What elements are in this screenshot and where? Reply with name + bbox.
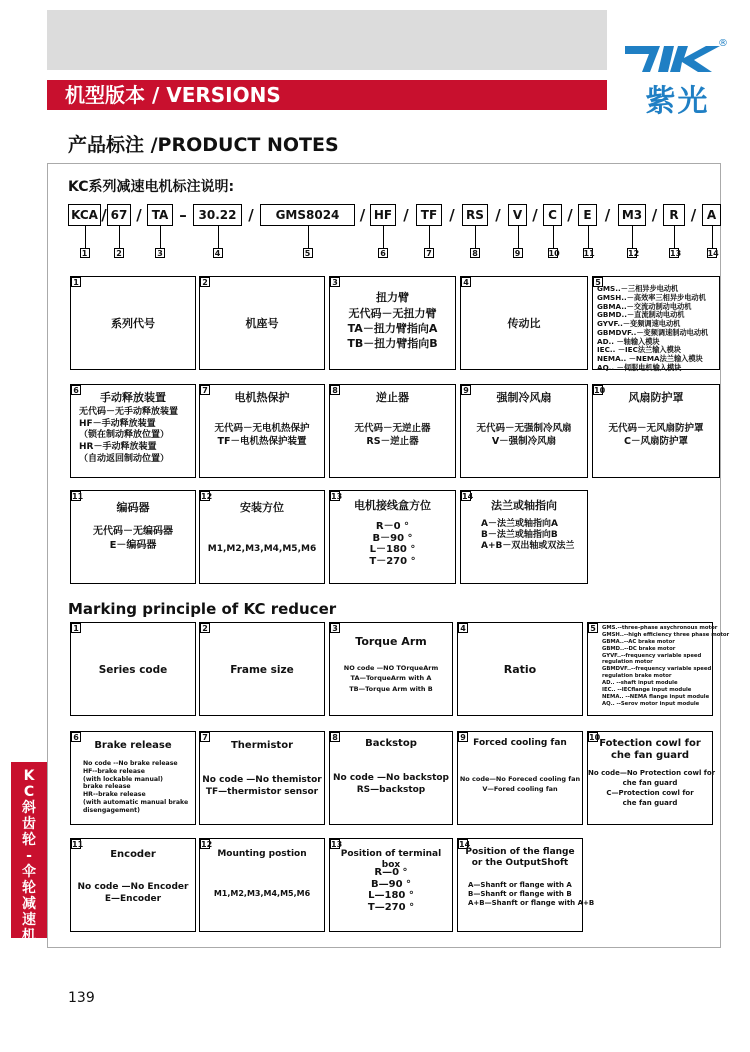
model-code-segment: R xyxy=(663,204,685,226)
cell-line: NO code —NO TOrqueArm xyxy=(343,664,439,672)
connector-line xyxy=(308,226,309,248)
note-cell-11 xyxy=(70,490,196,584)
cell-line: R－0 ° xyxy=(375,521,410,532)
cell-lines xyxy=(71,881,195,905)
cell-line: TA—TorqueArm with A xyxy=(350,674,432,683)
model-code-index: 12 xyxy=(628,249,640,258)
cell-number: 13 xyxy=(331,840,343,849)
cell-lines xyxy=(71,525,195,552)
cell-number: 3 xyxy=(330,623,340,633)
cell-line: T－270 ° xyxy=(369,555,416,567)
product-notes-title: 产品标注 /PRODUCT NOTES xyxy=(68,134,339,156)
cell-number: 5 xyxy=(593,277,603,287)
cell-lines xyxy=(458,774,582,795)
cell-line: 无代码－无编码器 xyxy=(93,526,173,537)
cell-lines xyxy=(330,663,452,694)
cell-line: GBMDVF..－变频调速制动电动机 xyxy=(597,327,709,337)
note-cell-11 xyxy=(70,838,196,932)
cell-line: Frame size xyxy=(230,664,294,676)
cell-number: 7 xyxy=(200,732,210,742)
cell-number: 8 xyxy=(330,385,340,395)
model-code-index: 4 xyxy=(213,248,223,258)
model-code-index: 3 xyxy=(155,248,165,258)
brand-name-cn: 紫光 xyxy=(645,84,710,119)
model-code-index: 14 xyxy=(707,249,719,258)
cell-lines xyxy=(458,881,595,908)
cell-line: NEMA.. --NEMA flange input module xyxy=(602,693,710,700)
cell-number: 6 xyxy=(71,732,81,742)
cell-line: TB－扭力臂指向B xyxy=(347,336,438,350)
cell-lines xyxy=(330,423,455,449)
cell-line: AD.. --shaft input module xyxy=(602,680,678,686)
side-tab-char: 齿 xyxy=(22,816,36,832)
model-code-segment: 67 xyxy=(107,204,131,226)
code-separator: / xyxy=(359,206,366,224)
cell-number: 12 xyxy=(201,492,213,501)
cell-line: Ratio xyxy=(503,663,537,676)
connector-line xyxy=(119,226,120,248)
cell-title: 扭力臂 xyxy=(376,291,409,304)
cell-line: L—180 ° xyxy=(368,890,414,901)
model-code-segment: TF xyxy=(416,204,442,226)
cell-line: （自动返回制动位置） xyxy=(79,453,170,464)
model-code-segment: M3 xyxy=(618,204,646,226)
cell-lines xyxy=(330,867,452,913)
cell-line: che fan guard xyxy=(622,799,678,808)
cell-line: B－90 ° xyxy=(372,532,413,544)
model-code-index: 2 xyxy=(114,248,124,258)
cell-line: 系列代号 xyxy=(111,317,155,330)
cell-line: GBMD..--DC brake motor xyxy=(602,645,676,652)
code-separator: / xyxy=(248,206,254,224)
connector-line xyxy=(712,226,713,248)
model-code-index: 6 xyxy=(378,248,388,258)
cell-line: regulation brake motor xyxy=(602,673,672,680)
cell-lines xyxy=(461,423,587,449)
connector-line xyxy=(429,226,430,248)
cell-lines xyxy=(593,423,719,449)
note-cell-13 xyxy=(329,838,453,932)
model-code-segment: KCA xyxy=(68,204,101,226)
cell-line: 传动比 xyxy=(507,317,541,330)
model-code-segment: 30.22 xyxy=(193,204,242,226)
note-cell-1 xyxy=(70,276,196,370)
cell-title: Position of the flange or the OutputShoft xyxy=(465,847,575,868)
cell-number: 10 xyxy=(594,386,606,395)
cell-title: Brake release xyxy=(94,740,172,751)
note-cell-4 xyxy=(460,276,588,370)
code-separator: / xyxy=(449,206,455,224)
note-cell-14 xyxy=(457,838,595,932)
connector-line xyxy=(160,226,161,248)
cell-line: No code —No backstop xyxy=(332,773,449,783)
connector-line xyxy=(218,226,219,248)
note-cell-9 xyxy=(457,731,583,825)
cell-line: GBMD..－直流制动电动机 xyxy=(597,310,685,320)
model-code-index: 13 xyxy=(670,249,682,258)
cell-line: (with automatic manual brake xyxy=(83,798,189,806)
connector-line xyxy=(674,226,675,248)
cell-title: Fotection cowl for che fan guard xyxy=(599,738,701,761)
code-separator: / xyxy=(532,206,538,224)
model-code-index: 10 xyxy=(548,249,560,258)
cell-number: 12 xyxy=(201,840,213,849)
cell-lines xyxy=(71,760,195,814)
cell-line: regulation motor xyxy=(602,659,653,666)
code-separator: / xyxy=(403,206,409,224)
cell-line: TF－电机热保护装置 xyxy=(217,435,307,447)
side-tab-char: 斜 xyxy=(22,800,36,816)
side-tab-char: - xyxy=(26,848,32,864)
cell-lines xyxy=(458,663,582,678)
cell-title: 逆止器 xyxy=(376,391,409,404)
cell-line: No code —No Encoder xyxy=(77,882,189,892)
cell-lines xyxy=(200,423,324,449)
cell-line: 无代码－无电机热保护 xyxy=(214,423,310,434)
cell-line: A－法兰或轴指向A xyxy=(481,519,558,529)
cell-line: E—Encoder xyxy=(104,894,162,905)
cell-number: 6 xyxy=(71,385,81,395)
cell-title: Position of terminal box xyxy=(340,849,442,870)
cell-line: brake release xyxy=(83,783,131,791)
cell-title: 风扇防护罩 xyxy=(628,391,684,404)
cell-line: GBMA..－交流动制动电动机 xyxy=(597,301,692,311)
side-tab-char: 减 xyxy=(22,896,36,912)
note-cell-5 xyxy=(592,276,720,373)
cell-title: 安装方位 xyxy=(240,501,284,514)
cell-line: GMS.--three-phase asychronous motor xyxy=(602,625,718,631)
side-tab-char: 速 xyxy=(22,912,36,928)
note-cell-1 xyxy=(70,622,196,716)
code-separator: / xyxy=(101,206,107,224)
cell-number: 14 xyxy=(459,840,471,849)
cell-line: C—Protection cowl for xyxy=(606,789,694,798)
connector-line xyxy=(518,226,519,248)
cell-line: GBMDVF..--frequency variable speed xyxy=(602,666,712,673)
code-separator: / xyxy=(690,206,697,224)
top-gray-bar xyxy=(47,10,607,70)
cell-line: (with lockable manual) xyxy=(83,775,163,783)
note-cell-3 xyxy=(329,276,456,370)
cell-number: 2 xyxy=(200,277,210,287)
cell-line: 无代码－无风扇防护罩 xyxy=(608,423,704,434)
cell-number: 11 xyxy=(72,840,84,849)
note-cell-7 xyxy=(199,384,325,478)
cell-number: 10 xyxy=(589,733,601,742)
cell-line: 无代码－无逆止器 xyxy=(354,423,431,434)
code-separator: – xyxy=(179,206,187,224)
model-code-index: 7 xyxy=(424,248,434,258)
cell-title: Encoder xyxy=(110,849,156,860)
note-cell-13 xyxy=(329,490,456,584)
note-cell-10 xyxy=(592,384,720,478)
note-cell-7 xyxy=(199,731,325,825)
connector-line xyxy=(588,226,589,248)
cell-lines xyxy=(71,663,195,677)
note-cell-2 xyxy=(199,276,325,370)
cell-number: 9 xyxy=(458,732,468,742)
cell-line: M1,M2,M3,M4,M5,M6 xyxy=(213,889,311,898)
code-separator: / xyxy=(567,206,573,224)
cell-line: No code—No Foreced cooling fan xyxy=(459,775,581,783)
model-code-segment: V xyxy=(508,204,527,226)
cell-line: No code—No Protection cowl for xyxy=(588,769,716,777)
cell-line: disengagement) xyxy=(83,806,140,814)
cell-number: 4 xyxy=(458,623,468,633)
code-separator: / xyxy=(604,206,611,224)
model-code-segment: A xyxy=(702,204,721,226)
model-code-index: 9 xyxy=(513,248,523,258)
side-category-tab xyxy=(11,762,47,944)
side-tab-char: 轮 xyxy=(22,832,36,848)
side-tab-char: 机 xyxy=(22,928,36,944)
kc-series-subtitle: KC系列减速电机标注说明: xyxy=(68,179,235,195)
cell-line: （锁在制动释放位置） xyxy=(79,430,170,441)
cell-lines xyxy=(200,774,324,798)
cell-title: Backstop xyxy=(365,738,417,749)
code-separator: / xyxy=(495,206,501,224)
cell-line: GMSH..--high efficiency three phase motor xyxy=(602,631,730,638)
cell-line: A+B－双出轴或双法兰 xyxy=(481,540,575,551)
cell-line: che fan guard xyxy=(622,779,678,788)
cell-line: 无代码－无强制冷风扇 xyxy=(476,423,572,434)
cell-line: B—Shanft or flange with B xyxy=(468,890,572,899)
cell-lines xyxy=(71,407,195,465)
brand-logo-icon xyxy=(620,38,730,78)
cell-line: B—90 ° xyxy=(370,878,412,890)
cell-lines xyxy=(593,285,719,373)
cell-line: RS—backstop xyxy=(356,785,426,796)
note-cell-14 xyxy=(460,490,588,584)
cell-line: E－编码器 xyxy=(109,539,157,551)
model-code-segment: E xyxy=(578,204,597,226)
note-cell-4 xyxy=(457,622,583,716)
cell-line: TB—Torque Arm with B xyxy=(349,684,433,693)
model-code-index: 5 xyxy=(303,248,313,258)
cell-line: No code —No themistor xyxy=(202,775,322,785)
note-cell-5 xyxy=(587,622,730,716)
cell-line: GMS..－三相异步电动机 xyxy=(597,284,679,293)
cell-number: 11 xyxy=(72,492,84,501)
cell-lines xyxy=(330,772,452,796)
cell-number: 4 xyxy=(461,277,471,287)
cell-line: V—Fored cooling fan xyxy=(482,785,558,794)
cell-line: T—270 ° xyxy=(367,901,415,913)
cell-number: 3 xyxy=(330,277,340,287)
cell-number: 8 xyxy=(330,732,340,742)
cell-lines xyxy=(200,889,324,900)
note-cell-6 xyxy=(70,731,196,825)
cell-line: HF--brake release xyxy=(83,767,145,775)
note-cell-2 xyxy=(199,622,325,716)
cell-line: No code --No brake release xyxy=(83,760,178,767)
cell-line: HR--brake release xyxy=(83,791,146,798)
connector-line xyxy=(85,226,86,248)
cell-lines xyxy=(71,317,195,332)
model-code-segment: TA xyxy=(147,204,173,226)
note-cell-6 xyxy=(70,384,196,478)
cell-line: AQ.. －伺服电机输入模块 xyxy=(597,363,682,373)
cell-number: 7 xyxy=(200,385,210,395)
cell-lines xyxy=(330,521,455,567)
model-code-segment: GMS8024 xyxy=(260,204,355,226)
cell-title: 编码器 xyxy=(116,501,150,514)
cell-title: Forced cooling fan xyxy=(473,738,567,748)
cell-line: R—0 ° xyxy=(374,867,408,878)
code-separator: / xyxy=(651,206,658,224)
cell-number: 2 xyxy=(200,623,210,633)
cell-title: Thermistor xyxy=(230,740,294,751)
cell-line: Series code xyxy=(98,664,168,676)
registered-mark: ® xyxy=(718,38,728,49)
cell-number: 13 xyxy=(331,492,343,501)
model-code-segment: RS xyxy=(462,204,488,226)
cell-line: C－风扇防护罩 xyxy=(624,435,688,447)
versions-banner: 机型版本 / VERSIONS xyxy=(47,80,607,110)
note-cell-3 xyxy=(329,622,453,716)
cell-line: AQ.. --Serov motor input module xyxy=(602,700,700,707)
cell-title: Mounting postion xyxy=(217,849,307,859)
cell-number: 9 xyxy=(461,385,471,395)
model-code-index: 8 xyxy=(470,248,480,258)
cell-lines xyxy=(588,625,730,708)
side-tab-char: K xyxy=(23,768,35,784)
marking-principle-title: Marking principle of KC reducer xyxy=(68,600,337,618)
note-cell-8 xyxy=(329,384,456,478)
cell-line: TA－扭力臂指向A xyxy=(347,321,438,335)
connector-line xyxy=(383,226,384,248)
model-code-index: 1 xyxy=(80,248,90,258)
cell-lines xyxy=(200,543,324,555)
cell-line: RS－逆止器 xyxy=(366,435,419,447)
cell-title: 法兰或轴指向 xyxy=(491,499,557,512)
model-code-segment: HF xyxy=(370,204,396,226)
cell-title: 强制冷风扇 xyxy=(496,391,552,404)
cell-line: GYVF..－变频调速电动机 xyxy=(597,319,681,329)
cell-line: HR－手动释放装置 xyxy=(79,442,157,453)
cell-lines xyxy=(588,768,716,809)
cell-title: 电机接线盒方位 xyxy=(354,499,431,512)
cell-line: GYVF..--frequency variable speed xyxy=(602,652,702,659)
cell-line: 无代码－无手动释放装置 xyxy=(79,407,179,417)
cell-line: L－180 ° xyxy=(369,544,416,555)
connector-line xyxy=(475,226,476,248)
cell-line: A+B—Shanft or flange with A+B xyxy=(468,899,595,908)
cell-line: A—Shanft or flange with A xyxy=(468,881,572,889)
code-separator: / xyxy=(136,206,142,224)
cell-title: Torque Arm xyxy=(355,635,427,648)
model-code-segment: C xyxy=(543,204,562,226)
cell-line: TF—thermistor sensor xyxy=(205,787,319,798)
cell-line: HF－手动释放装置 xyxy=(79,418,156,429)
cell-line: NEMA.. －NEMA法兰输入模块 xyxy=(597,354,703,364)
cell-lines xyxy=(200,317,324,332)
cell-title: 手动释放装置 xyxy=(100,391,166,404)
connector-line xyxy=(553,226,554,248)
cell-line: B－法兰或轴指向B xyxy=(481,529,558,540)
note-cell-12 xyxy=(199,838,325,932)
page-number: 139 xyxy=(68,990,95,1006)
cell-line: M1,M2,M3,M4,M5,M6 xyxy=(207,544,317,554)
cell-line: AD.. －轴输入模块 xyxy=(597,336,660,346)
cell-number: 1 xyxy=(71,277,81,287)
cell-line: 无代码－无扭力臂 xyxy=(348,307,437,320)
cell-line: GMSH..－高效率三相异步电动机 xyxy=(597,292,706,302)
cell-lines xyxy=(200,663,324,677)
cell-number: 14 xyxy=(462,492,474,501)
model-code-index: 11 xyxy=(583,249,595,258)
cell-lines xyxy=(330,307,455,352)
cell-number: 1 xyxy=(71,623,81,633)
connector-line xyxy=(632,226,633,248)
cell-lines xyxy=(461,317,587,332)
note-cell-9 xyxy=(460,384,588,478)
side-tab-char: 伞 xyxy=(22,864,36,880)
cell-line: 机座号 xyxy=(245,317,279,330)
cell-line: GBMA..--AC brake motor xyxy=(602,638,675,645)
note-cell-12 xyxy=(199,490,325,584)
cell-line: V－强制冷风扇 xyxy=(491,435,557,447)
cell-line: IEC.. －IEC法兰输入模块 xyxy=(597,345,681,355)
cell-number: 5 xyxy=(588,623,598,633)
note-cell-10 xyxy=(587,731,716,825)
cell-line: IEC.. --IECflange input module xyxy=(602,686,692,693)
cell-title: 电机热保护 xyxy=(234,391,290,404)
cell-lines xyxy=(461,519,587,551)
side-tab-char: 轮 xyxy=(22,880,36,896)
side-tab-char: C xyxy=(23,784,35,800)
note-cell-8 xyxy=(329,731,453,825)
